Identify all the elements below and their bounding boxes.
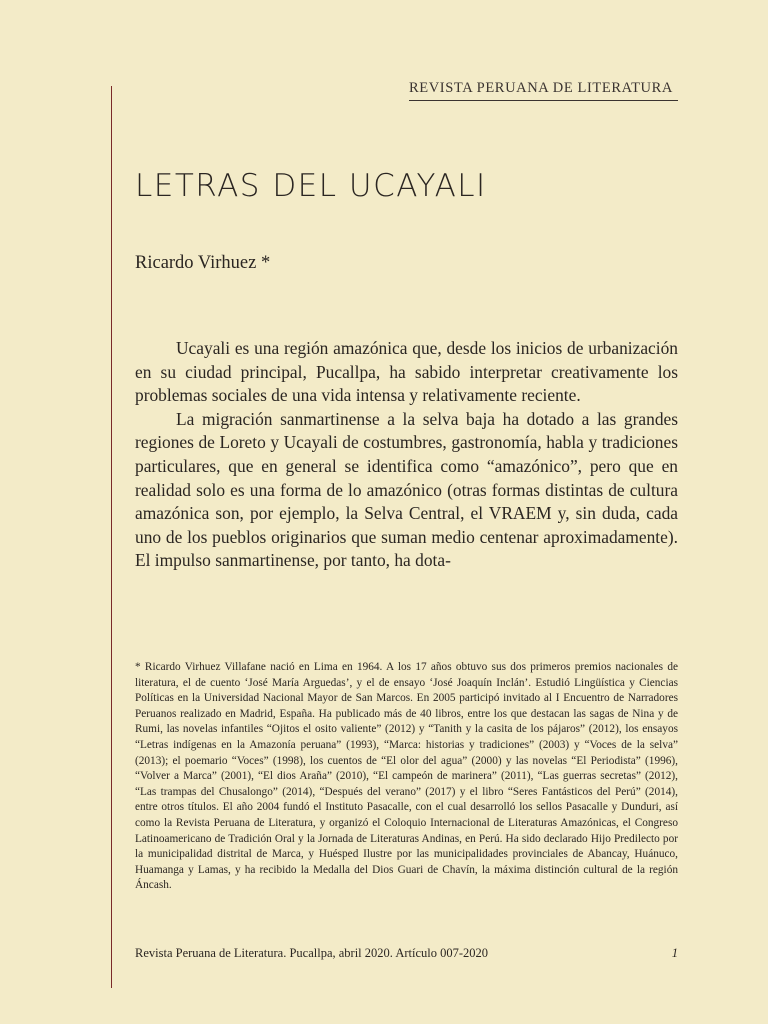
- body-paragraph: La migración sanmartinense a la selva baja ha dotado a las grandes regiones de Loreto y Ucayali de costumbres, gastronomía, habla y tradiciones particulares, que en general se identifica como “amazónico”, pero que en realidad solo es una forma de lo amazónico (otras formas distintas de cultura amazónica son, por ejemplo, la Selva Central, el VRAEM y, sin duda, cada uno de los pueblos originarios que suman medio centenar aproximadamente). El impulso sanmartinense, por tanto, ha dota-: [135, 408, 678, 571]
- margin-rule: [111, 86, 112, 988]
- page-number: 1: [671, 946, 678, 960]
- article-author: Ricardo Virhuez *: [135, 253, 271, 273]
- body-paragraph: Ucayali es una región amazónica que, desde los inicios de urbanización en su ciudad principal, Pucallpa, ha sabido interpretar creativamente los problemas sociales de una vida intensa y relativamente reciente.: [135, 338, 678, 406]
- page-footer: [135, 946, 678, 964]
- running-head: REVISTA PERUANA DE LITERATURA: [409, 80, 678, 101]
- article-title: LETRAS DEL UCAYALI: [135, 168, 487, 204]
- author-footnote: * Ricardo Virhuez Villafane nació en Lima en 1964. A los 17 años obtuvo sus dos primeros premios nacionales de literatura, el de cuento ‘José María Arguedas’, y el de ensayo ‘José Joaquín Inclán’. Estudió Lingüística y Ciencias Políticas en la Universidad Nacional Mayor de San Marcos. En 2005 participó invitado al I Encuentro de Narradores Peruanos realizado en Madrid, España. Ha publicado más de 40 libros, entre los que destacan las sagas de Nina y de Rumi, las novelas infantiles “Ojitos el osito valiente” (2012) y “Tanith y la casita de los pájaros” (2012), los ensayos “Letras indígenas en la Amazonía peruana” (1993), “Marca: historias y tradiciones” (2003) y “Voces de la selva” (2013); el poemario “Voces” (1998), los cuentos de “El olor del agua” (2000) y las novelas “El Periodista” (1996), “Volver a Marca” (2001), “El dios Araña” (2010), “El campeón de marinera” (2011), “Las guerras secretas” (2012), “Las trampas del Chusalongo” (2014), “Después del verano” (2017) y el libro “Seres Fantásticos del Perú” (2014), entre otros títulos. El año 2004 fundó el Instituto Pasacalle, con el cual desarrolló los sellos Pasacalle y Dunduri, así como la Revista Peruana de Literatura, y organizó el Coloquio Internacional de Literaturas Amazónicas, el Congreso Latinoamericano de Tradición Oral y la Jornada de Literaturas Andinas, en Perú. Ha sido declarado Hijo Predilecto por la municipalidad distrital de Marca, y Huésped Ilustre por las municipalidades provinciales de Abancay, Huánuco, Huamanga y Lamas, y ha recibido la Medalla del Dios Guari de Chavín, la máxima distinción cultural de la región Áncash.: [135, 661, 678, 892]
- footer-citation: Revista Peruana de Literatura. Pucallpa, abril 2020. Artículo 007-2020: [135, 946, 489, 960]
- article-body: [135, 337, 678, 573]
